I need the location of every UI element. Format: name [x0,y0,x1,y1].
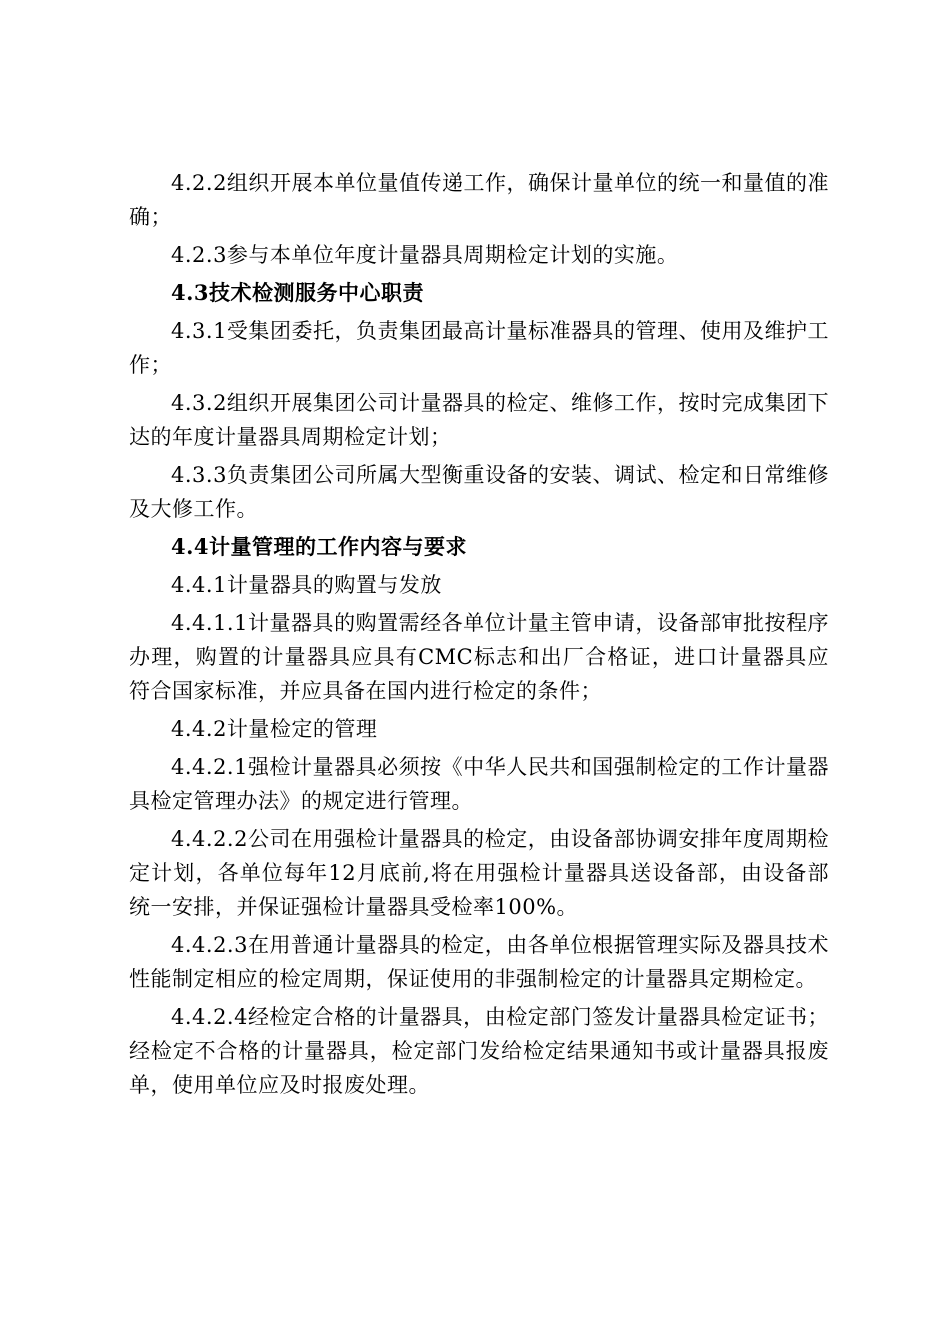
paragraph-4-4-2-2: 4.4.2.2公司在用强检计量器具的检定，由设备部协调安排年度周期检定计划，各单位每年12月底前,将在用强检计量器具送设备部，由设备部统一安排，并保证强检计量器具受检率100%。 [129,827,829,919]
paragraph-4-4-1: 4.4.1计量器具的购置与发放 [171,573,442,597]
paragraph-4-3-1: 4.3.1受集团委托，负责集团最高计量标准器具的管理、使用及维护工作； [129,319,829,377]
heading-4-4: 4.4计量管理的工作内容与要求 [171,534,468,559]
paragraph-4-2-3: 4.2.3参与本单位年度计量器具周期检定计划的实施。 [171,243,679,267]
document-page [129,166,829,1106]
paragraph-4-4-2: 4.4.2计量检定的管理 [171,717,378,741]
paragraph-4-4-2-1: 4.4.2.1强检计量器具必须按《中华人民共和国强制检定的工作计量器具检定管理办法》的规定进行管理。 [129,755,829,813]
paragraph-4-4-2-3: 4.4.2.3在用普通计量器具的检定，由各单位根据管理实际及器具技术性能制定相应的检定周期，保证使用的非强制检定的计量器具定期检定。 [129,933,829,991]
paragraph-4-4-1-1: 4.4.1.1计量器具的购置需经各单位计量主管申请，设备部审批按程序办理，购置的计量器具应具有CMC标志和出厂合格证，进口计量器具应符合国家标准，并应具备在国内进行检定的条件； [129,611,829,703]
paragraph-4-3-2: 4.3.2组织开展集团公司计量器具的检定、维修工作，按时完成集团下达的年度计量器具周期检定计划； [129,391,829,449]
paragraph-4-4-2-4: 4.4.2.4经检定合格的计量器具，由检定部门签发计量器具检定证书；经检定不合格的计量器具，检定部门发给检定结果通知书或计量器具报废单，使用单位应及时报废处理。 [129,1005,829,1097]
paragraph-4-3-3: 4.3.3负责集团公司所属大型衡重设备的安装、调试、检定和日常维修及大修工作。 [129,463,829,521]
heading-4-3: 4.3技术检测服务中心职责 [171,280,425,305]
paragraph-4-2-2: 4.2.2组织开展本单位量值传递工作，确保计量单位的统一和量值的准确； [129,171,829,229]
